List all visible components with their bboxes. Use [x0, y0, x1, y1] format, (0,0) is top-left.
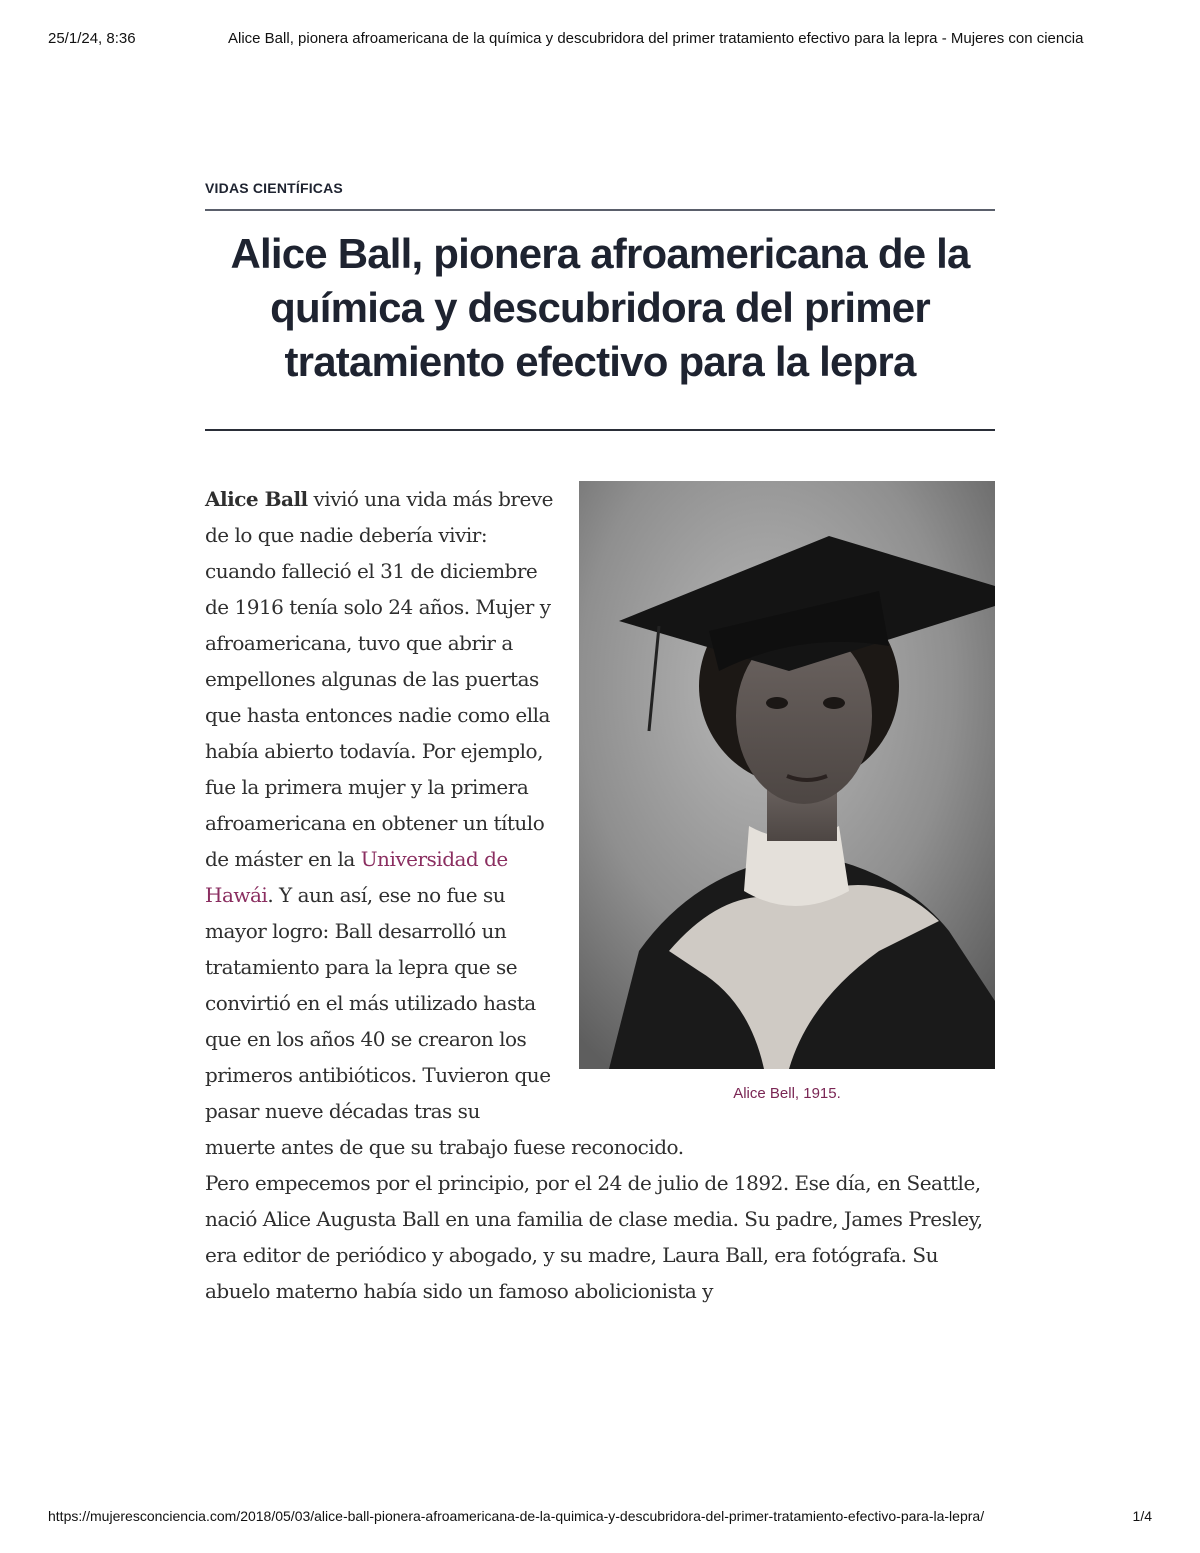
- article-figure: [579, 481, 995, 1102]
- print-date: 25/1/24, 8:36: [48, 30, 136, 47]
- intro-text-2: . Y aun así, ese no fue su mayor logro: Ball desarrolló un tratamiento para la lepra que se convirtió en el más utilizado hasta que en los años 40 se crearon los primeros antibióticos. Tuvieron que pasar nueve décadas tras su muerte antes de que su trabajo fuese reconocido.: [205, 883, 684, 1159]
- university-link[interactable]: Universidad de Hawái: [205, 847, 508, 907]
- print-url: https://mujeresconciencia.com/2018/05/03/alice-ball-pionera-afroamericana-de-la-quimica-y-descubridora-del-primer-tratamiento-efectivo-para-la-lepra/: [48, 1508, 985, 1524]
- intro-lead: Alice Ball: [205, 487, 308, 511]
- page-number: 1/4: [1132, 1508, 1152, 1524]
- print-document-title: Alice Ball, pionera afroamericana de la química y descubridora del primer tratamiento efectivo para la lepra - Mujeres con ciencia: [228, 30, 1084, 47]
- figure-caption: Alice Bell, 1915.: [733, 1085, 841, 1102]
- intro-text-1: vivió una vida más breve de lo que nadie debería vivir: cuando falleció el 31 de diciembre de 1916 tenía solo 24 años. Mujer y afroamericana, tuvo que abrir a empellones algunas de las puertas que hasta entonces nadie como ella había abierto todavía. Por ejemplo, fue la primera mujer y la primera afroamericana en obtener un título de máster en la: [205, 487, 553, 871]
- portrait-photo: [579, 481, 995, 1069]
- category-link[interactable]: VIDAS CIENTÍFICAS: [205, 180, 995, 211]
- article: [205, 180, 995, 1309]
- paragraph-origins: Pero empecemos por el principio, por el 24 de julio de 1892. Ese día, en Seattle, nació Alice Augusta Ball en una familia de clase media. Su padre, James Presley, era editor de periódico y abogado, y su madre, Laura Ball, era fotógrafa. Su abuelo materno había sido un famoso abolicionista y: [205, 1171, 983, 1303]
- article-body: [205, 481, 995, 1309]
- article-headline: Alice Ball, pionera afroamericana de la química y descubridora del primer tratamiento efectivo para la lepra: [205, 227, 995, 431]
